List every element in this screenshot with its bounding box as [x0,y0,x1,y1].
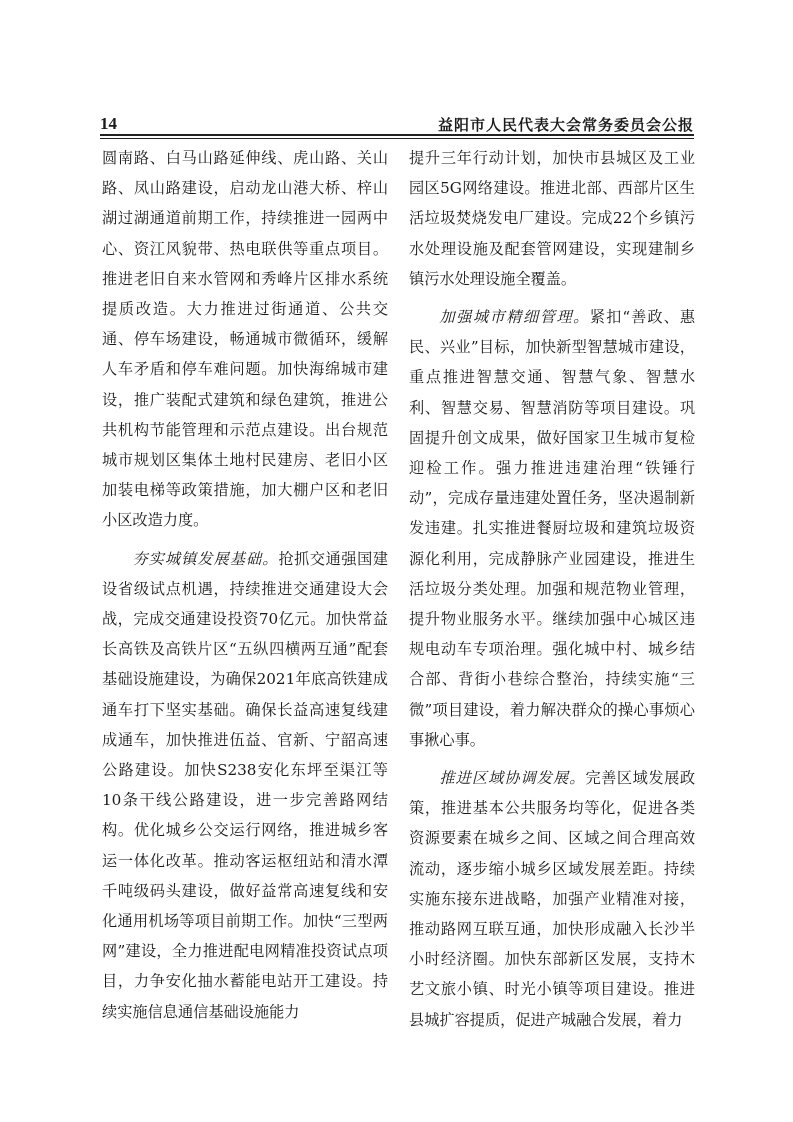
paragraph-body: 完善区域发展政策，推进基本公共服务均等化，促进各类资源要素在城乡之间、区域之间合理高效流动，逐步缩小城乡区域发展差距。持续实施东接东进战略，加强产业精准对接，推动路网互联互通，加快形成融入长沙半小时经济圈。加快东部新区发展，支持木艺文旅小镇、时光小镇等项目建设。推进县城扩容提质，促进产城融合发展，着力 [409,769,696,1029]
paragraph-body: 抢抓交通强国建设省级试点机遇，持续推进交通建设大会战，完成交通建设投资70亿元。加快常益长高铁及高铁片区“五纵四横两互通”配套基础设施建设，为确保2021年底高铁建成通车打下坚实基础。确保长益高速复线建成通车，加快推进伍益、官新、宁韶高速公路建设。加快S238安化东坪至渠江等10条干线公路建设，进一步完善路网结构。优化城乡公交运行网络，推进城乡客运一体化改革。推动客运枢纽站和清水潭千吨级码头建设，做好益常高速复线和安化通用机场等项目前期工作。加快“三型两网”建设，全力推进配电网精准投资试点项目，力争安化抽水蓄能电站开工建设。持续实施信息通信基础设施能力 [102,549,389,1021]
right-column [409,143,695,1035]
paragraph-body: 紧扣“善政、惠民、兴业”目标，加快新型智慧城市建设，重点推进智慧交通、智慧气象、智慧水利、智慧交易、智慧消防等项目建设。巩固提升创文成果，做好国家卫生城市复检迎检工作。强力推进违建治理“铁锤行动”，完成存量违建处置任务，坚决遏制新发违建。扎实推进餐厨垃圾和建筑垃圾资源化利用，完成静脉产业园建设，推进生活垃圾分类处理。加强和规范物业管理，提升物业服务水平。继续加强中心城区违规电动车专项治理。强化城中村、城乡结合部、背街小巷综合整治，持续实施“三微”项目建设，着力解决群众的操心事烦心事揪心事。 [409,308,696,749]
paragraph [409,302,695,755]
page-number: 14 [100,114,117,133]
paragraph [409,763,695,1035]
paragraph-lead: 推进区域协调发展。 [439,769,586,788]
paragraph: 提升三年行动计划，加快市县城区及工业园区5G网络建设。推进北部、西部片区生活垃圾焚烧发电厂建设。完成22个乡镇污水处理设施及配套管网建设，实现建制乡镇污水处理设施全覆盖。 [409,149,695,288]
paragraph-lead: 夯实城镇发展基础。 [132,549,279,568]
paragraph: 圆南路、白马山路延伸线、虎山路、关山路、凤山路建设，启动龙山港大桥、梓山湖过湖通道前期工作，持续推进一园两中心、资江风貌带、热电联供等重点项目。推进老旧自来水管网和秀峰片区排水系统提质改造。大力推进过街通道、公共交通、停车场建设，畅通城市微循环，缓解人车矛盾和停车难问题。加快海绵城市建设，推广装配式建筑和绿色建筑，推进公共机构节能管理和示范点建设。出台规范城市规划区集体土地村民建房、老旧小区加装电梯等政策措施，加大棚户区和老旧小区改造力度。 [102,149,388,530]
header-rule-thick [100,134,694,136]
header-rule-thin [100,138,694,139]
journal-title: 益阳市人民代表大会常务委员会公报 [437,116,694,134]
paragraph [102,544,388,1027]
paragraph-lead: 加强城市精细管理。 [439,308,590,327]
left-column [102,143,388,1027]
